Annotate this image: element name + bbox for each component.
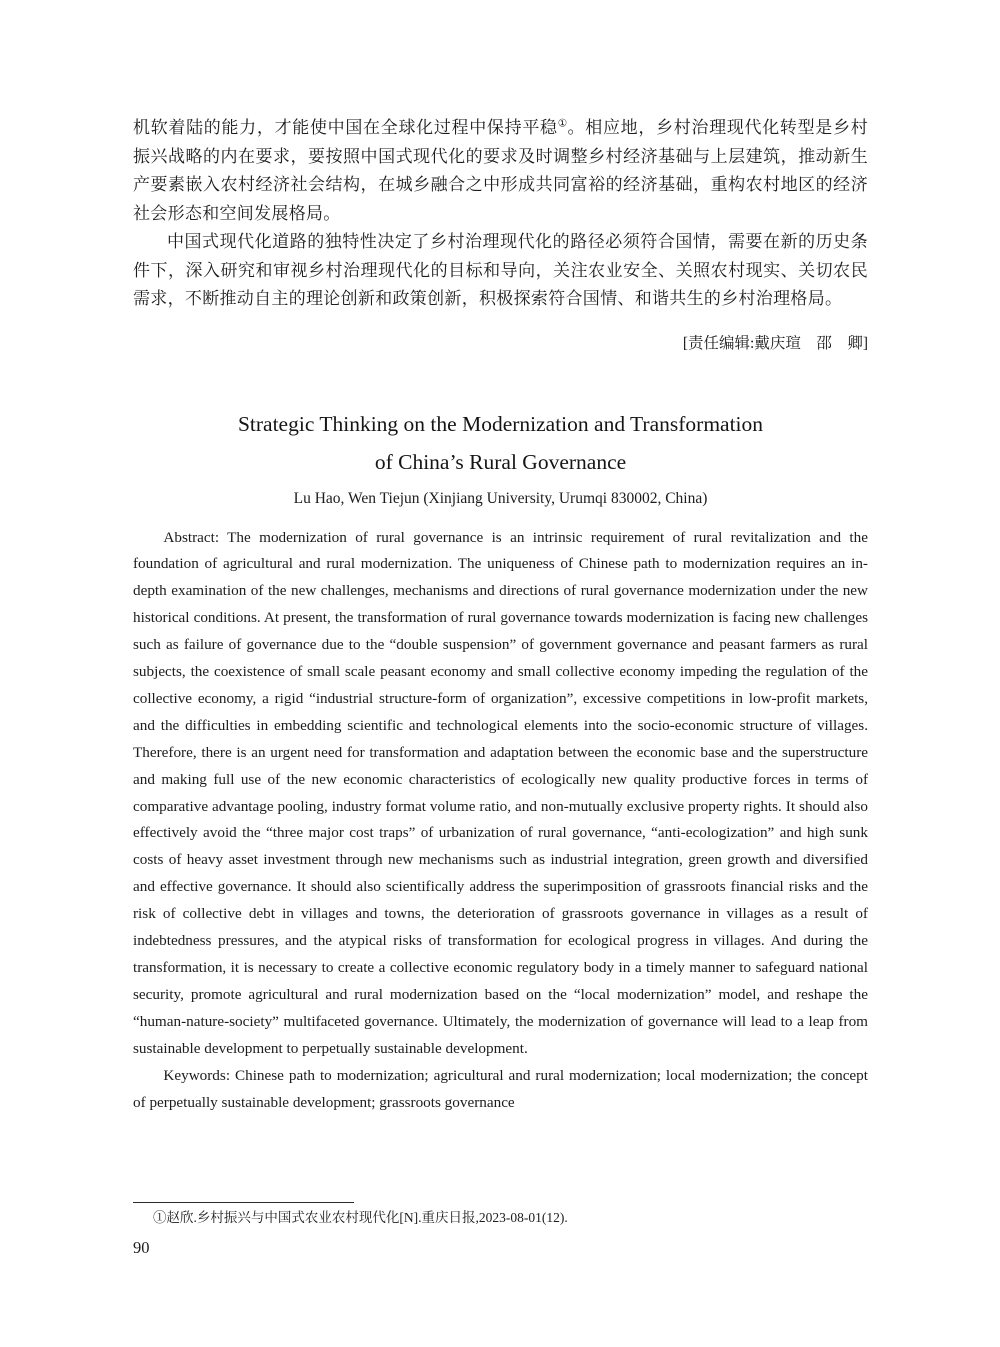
article-title-line-1: Strategic Thinking on the Modernization and Transformation [237,411,764,436]
chinese-paragraph-2: 中国式现代化道路的独特性决定了乡村治理现代化的路径必须符合国情，需要在新的历史条件下，深入研究和审视乡村治理现代化的目标和导向，关注农业安全、关照农村现实、关切农民需求，不断推动自主的理论创新和政策创新，积极探索符合国情、和谐共生的乡村治理格局。 [133,232,868,308]
keywords-label: Keywords: [163,1066,235,1084]
abstract-paragraph [133,525,868,1063]
footnote-reference-mark: ① [557,118,568,130]
article-title-line-2: of China’s Rural Governance [374,449,627,474]
keywords-paragraph [133,1063,868,1117]
article-title [133,405,868,481]
footnote-divider [133,1202,354,1203]
keywords-text: Chinese path to modernization; agricultural and rural modernization; local modernization; the concept of perpetually sustainable development; grassroots governance [133,1066,868,1111]
page-content [133,114,868,1116]
chinese-paragraph-1 [133,114,868,228]
editor-note: [责任编辑:戴庆瑄 邵 卿] [682,334,868,352]
footnote-area [133,1202,868,1258]
author-affiliation-line: Lu Hao, Wen Tiejun (Xinjiang University, Urumqi 830002, China) [293,489,708,507]
abstract-text: The modernization of rural governance is an intrinsic requirement of rural revitalization and the foundation of agricultural and rural modernization. The uniqueness of Chinese path to modernization requires an in-depth examination of the new challenges, mechanisms and directions of rural governance modernization under the new historical conditions. At present, the transformation of rural governance towards modernization is facing new challenges such as failure of governance due to the “double suspension” of government governance and peasant farmers as rural subjects, the coexistence of small scale peasant economy and small collective economy impeding the regulation of the collective economy, a rigid “industrial structure-form of organization”, excessive competitions in low-profit markets, and the difficulties in embedding scientific and technological elements into the socio-economic structure of villages. Therefore, there is an urgent need for transformation and adaptation between the economic base and the superstructure and making full use of the new economic characteristics of ecologically new quality productive forces in terms of comparative advantage pooling, industry format volume ratio, and non-mutually exclusive property rights. It should also effectively avoid the “three major cost traps” of urbanization of rural governance, “anti-ecologization” and high sunk costs of heavy asset investment through new mechanisms such as industrial integration, green growth and diversified and effective governance. It should also scientifically address the superimposition of grassroots financial risks and the risk of collective debt in villages and towns, the deterioration of grassroots governance in villages as a result of indebtedness pressures, and the atypical risks of transformation for ecological progress in villages. And during the transformation, it is necessary to create a collective economic regulatory body in a timely manner to safeguard national security, promote agricultural and rural modernization based on the “local modernization” model, and reshape the “human-nature-society” multifaceted governance. Ultimately, the modernization of governance will lead to a leap from sustainable development to perpetually sustainable development. [133,528,868,1057]
footnote-citation: ①赵欣.乡村振兴与中国式农业农村现代化[N].重庆日报,2023-08-01(12). [153,1210,568,1225]
page-number: 90 [133,1238,150,1257]
chinese-paragraph-1-text: 机软着陆的能力，才能使中国在全球化过程中保持平稳 [133,118,558,137]
abstract-label: Abstract: [163,528,228,546]
chinese-paragraph-1-continued: 。相应地，乡村治理现代化转型是乡村振兴战略的内在要求，要按照中国式现代化的要求及时调整乡村经济基础与上层建筑，推动新生产要素嵌入农村经济社会结构，在城乡融合之中形成共同富裕的经济基础，重构农村地区的经济社会形态和空间发展格局。 [133,118,868,223]
